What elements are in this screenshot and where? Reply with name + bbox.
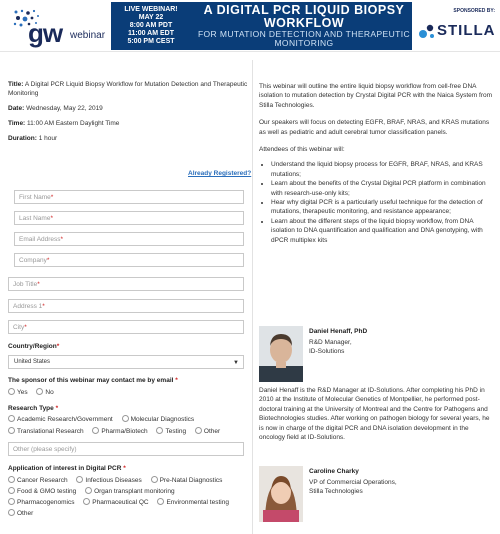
checkbox-icon[interactable] xyxy=(76,476,83,483)
option-label: Molecular Diagnostics xyxy=(130,416,195,423)
last-name-field[interactable] xyxy=(14,211,244,225)
list-item: • Learn about the benefits of the Crystal Digital PCR platform in combination with research-use-only kits; xyxy=(271,179,493,198)
radio-icon[interactable] xyxy=(195,427,202,434)
description-paragraph: Our speakers will focus on detecting EGFR, BRAF, NRAS, and KRAS mutations as well as pediatric and adult cerebral tumor classification panels. xyxy=(259,119,490,136)
option-label: Other xyxy=(203,428,221,435)
option-label: Infectious Diseases xyxy=(85,477,142,484)
city-field[interactable] xyxy=(8,320,244,334)
first-name-field[interactable] xyxy=(14,190,244,204)
stilla-logo-text: STILLA xyxy=(437,22,496,39)
contact-label-text: The sponsor of this webinar may contact me by email xyxy=(8,377,174,384)
email-placeholder: Email Address xyxy=(19,236,61,243)
live-time-pdt: 8:00 AM PDT xyxy=(129,22,173,30)
option-label: Food & GMO testing xyxy=(17,488,77,495)
radio-icon[interactable] xyxy=(8,415,15,422)
speaker-name: Daniel Henaff, PhD xyxy=(309,328,368,335)
last-name-placeholder: Last Name xyxy=(19,215,51,222)
gw-logo xyxy=(8,4,108,48)
date-line xyxy=(8,104,248,113)
speaker-organization: Stilla Technologies xyxy=(309,488,363,496)
time-label: Time: xyxy=(8,120,26,127)
stilla-logo-icon xyxy=(418,22,436,40)
option-label: Academic Research/Government xyxy=(17,416,113,423)
required-mark: * xyxy=(50,194,54,201)
speaker-photo-caroline xyxy=(259,466,303,522)
application-option[interactable] xyxy=(8,509,33,517)
banner-title: A DIGITAL PCR LIQUID BIOPSY WORKFLOW xyxy=(203,3,405,31)
job-title-field[interactable] xyxy=(8,277,244,291)
radio-icon[interactable] xyxy=(92,427,99,434)
option-label: Organ transplant monitoring xyxy=(94,488,175,495)
country-label-text: Country/Region xyxy=(8,343,57,350)
speaker-role xyxy=(309,338,352,357)
option-label: Pharmaceutical QC xyxy=(92,499,149,506)
application-option[interactable] xyxy=(85,487,175,495)
option-label: Yes xyxy=(17,389,28,396)
research-option[interactable] xyxy=(156,427,186,435)
application-label xyxy=(8,465,126,472)
research-option[interactable] xyxy=(8,427,84,435)
other-specify-placeholder: Other (please specify) xyxy=(13,446,77,453)
duration-value: 1 hour xyxy=(38,135,58,142)
contact-yes-option[interactable] xyxy=(8,388,28,396)
live-webinar-label: LIVE WEBINAR! xyxy=(124,6,178,13)
list-item: • Understand the liquid biopsy process for EGFR, BRAF, NRAS, and KRAS mutations; xyxy=(271,160,493,179)
radio-icon[interactable] xyxy=(36,388,43,395)
option-label: Other xyxy=(17,510,34,517)
contact-options xyxy=(8,388,61,396)
title-label: Title: xyxy=(8,81,24,88)
banner-subtitle: FOR MUTATION DETECTION AND THERAPEUTIC MONITORING xyxy=(197,29,411,48)
speaker-organization: ID-Solutions xyxy=(309,348,345,356)
application-option[interactable] xyxy=(8,498,74,506)
research-option[interactable] xyxy=(195,427,220,435)
description-paragraph: This webinar will outline the entire liquid biopsy workflow from cell-free DNA isolation to mutation detection by Crystal Digital PCR with the Naica System from Stilla Technologies. xyxy=(259,83,493,109)
option-label: Environmental testing xyxy=(166,499,229,506)
speaker-title: VP of Commercial Operations, xyxy=(309,479,397,486)
application-label-text: Application of interest in Digital PCR xyxy=(8,465,122,472)
gw-logo-text: gw xyxy=(28,18,63,48)
option-label: Testing xyxy=(165,428,187,435)
option-label: Translational Research xyxy=(17,428,84,435)
required-mark: * xyxy=(123,465,126,472)
banner-title-panel xyxy=(111,2,412,50)
radio-icon[interactable] xyxy=(8,388,15,395)
duration-label: Duration: xyxy=(8,135,37,142)
required-mark: * xyxy=(42,303,45,310)
country-label xyxy=(8,343,59,350)
address-field[interactable] xyxy=(8,299,244,313)
research-option[interactable] xyxy=(8,415,113,423)
live-date: MAY 22 xyxy=(138,14,164,22)
option-label: Pre-Natal Diagnostics xyxy=(159,477,223,484)
city-placeholder: City xyxy=(13,324,25,331)
checkbox-icon[interactable] xyxy=(8,498,15,505)
required-mark: * xyxy=(46,257,50,264)
research-options-row2 xyxy=(8,427,227,435)
radio-icon[interactable] xyxy=(156,427,163,434)
date-label: Date: xyxy=(8,105,25,112)
speaker-role xyxy=(309,478,397,497)
date-value: Wednesday, May 22, 2019 xyxy=(26,105,103,112)
chevron-down-icon: ▼ xyxy=(233,360,239,366)
live-schedule xyxy=(115,6,187,46)
application-option[interactable] xyxy=(157,498,229,506)
application-option[interactable] xyxy=(151,476,223,484)
speaker-bio: Daniel Henaff is the R&D Manager at ID-Solutions. After completing his PhD in 2010 at the Institute of Molecular Genetics of Montpellier, he performed post-doctoral training at the University of Montreal and the Centre for Pathogens and Biotechnologies studies. After working on pathogen biology for several years, he is now in charge of the digital PCR and DNA isolation development in the oncology field at ID-Solutions. xyxy=(259,387,490,442)
option-label: Cancer Research xyxy=(17,477,68,484)
application-option[interactable] xyxy=(8,476,68,484)
time-line xyxy=(8,119,248,128)
webinar-description xyxy=(259,82,493,245)
speaker-title: R&D Manager, xyxy=(309,339,352,346)
radio-icon[interactable] xyxy=(8,427,15,434)
first-name-placeholder: First Name xyxy=(19,194,51,201)
email-field[interactable] xyxy=(14,232,244,246)
required-mark: * xyxy=(24,324,27,331)
checkbox-icon[interactable] xyxy=(151,476,158,483)
checkbox-icon[interactable] xyxy=(8,487,15,494)
list-item: • Hear why digital PCR is a particularly useful technique for the detection of mutations, therapeutic monitoring, and resistance appearance; xyxy=(271,198,493,217)
required-mark: * xyxy=(175,377,178,384)
radio-icon[interactable] xyxy=(122,415,129,422)
title-line xyxy=(8,80,248,98)
checkbox-icon[interactable] xyxy=(8,476,15,483)
checkbox-icon[interactable] xyxy=(85,487,92,494)
speaker-name: Caroline Charky xyxy=(309,468,359,475)
live-time-cest: 5:00 PM CEST xyxy=(127,38,175,46)
option-label: No xyxy=(45,389,54,396)
live-time-edt: 11:00 AM EDT xyxy=(127,30,175,38)
application-options-row1 xyxy=(8,476,229,484)
other-specify-field[interactable] xyxy=(8,442,244,456)
title-value: A Digital PCR Liquid Biopsy Workflow for Mutation Detection and Therapeutic Monitoring xyxy=(8,81,248,97)
sponsored-by-label: SPONSORED BY: xyxy=(453,8,495,14)
webinar-banner xyxy=(0,0,500,52)
required-mark: * xyxy=(55,405,59,412)
time-value: 11:00 AM Eastern Daylight Time xyxy=(27,120,120,127)
job-title-placeholder: Job Title xyxy=(13,281,38,288)
duration-line xyxy=(8,134,248,143)
country-select[interactable] xyxy=(8,355,244,369)
address-placeholder: Address 1 xyxy=(13,303,43,310)
attendees-intro: Attendees of this webinar will: xyxy=(259,146,345,154)
checkbox-icon[interactable] xyxy=(157,498,164,505)
application-option[interactable] xyxy=(83,498,148,506)
list-item: • Learn about the different steps of the liquid biopsy workflow, from DNA isolation to DNA quantification and qualification and DNA genotyping, with dPCR multiplex kits xyxy=(271,217,493,245)
webinar-logo-text: webinar xyxy=(70,30,106,41)
research-type-label xyxy=(8,405,58,412)
learning-objectives-list xyxy=(271,160,493,245)
company-placeholder: Company xyxy=(19,257,47,264)
application-option[interactable] xyxy=(76,476,141,484)
option-label: Pharma/Biotech xyxy=(101,428,148,435)
contact-no-option[interactable] xyxy=(36,388,53,396)
column-divider xyxy=(252,60,253,534)
option-label: Pharmacogenomics xyxy=(17,499,75,506)
research-option[interactable] xyxy=(122,415,195,423)
already-registered-link[interactable]: Already Registered? xyxy=(188,170,252,177)
research-options-row1 xyxy=(8,415,201,423)
required-mark: * xyxy=(37,281,40,288)
required-mark: * xyxy=(60,236,64,243)
research-type-label-text: Research Type xyxy=(8,405,54,412)
application-options-row4 xyxy=(8,509,40,517)
application-options-row2 xyxy=(8,487,182,495)
country-selected-value: United States xyxy=(14,359,51,365)
sponsor-logo xyxy=(415,4,497,48)
research-option[interactable] xyxy=(92,427,147,435)
speaker-photo-daniel xyxy=(259,326,303,382)
company-field[interactable] xyxy=(14,253,244,267)
webinar-info xyxy=(8,80,248,143)
required-mark: * xyxy=(50,215,53,222)
required-mark: * xyxy=(56,343,60,350)
application-options-row3 xyxy=(8,498,236,506)
contact-label xyxy=(8,377,178,384)
checkbox-icon[interactable] xyxy=(8,509,15,516)
checkbox-icon[interactable] xyxy=(83,498,90,505)
application-option[interactable] xyxy=(8,487,76,495)
